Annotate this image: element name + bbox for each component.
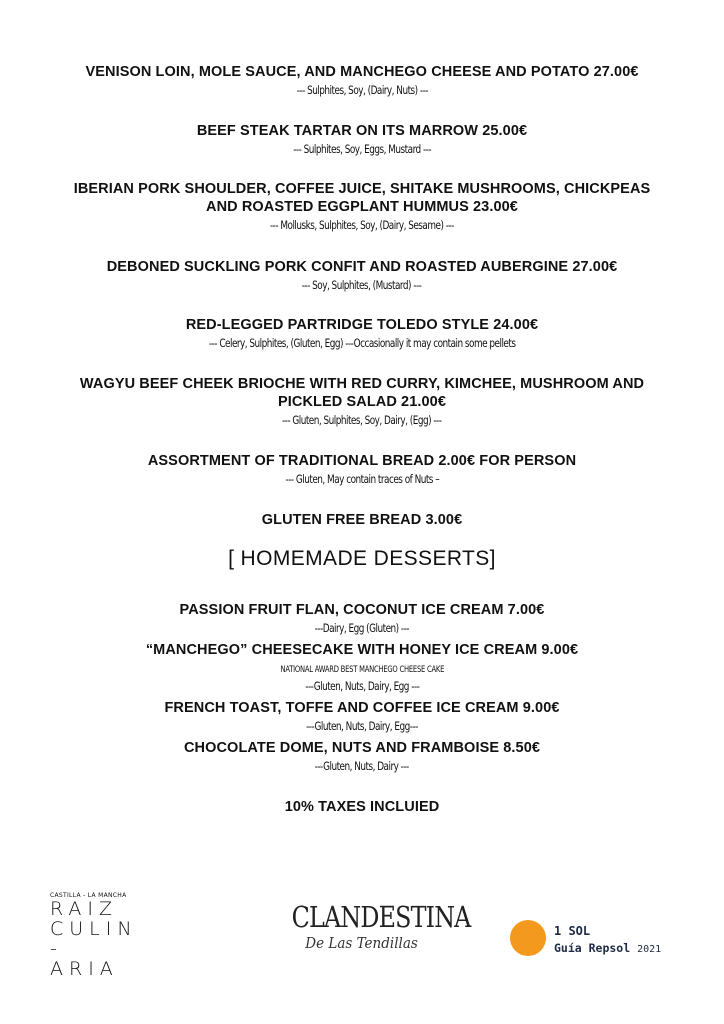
dish-partridge <box>30 316 694 352</box>
dish-venison <box>30 63 694 99</box>
dish-gluten-free-bread <box>30 511 694 529</box>
raiz-word-2: CULIN <box>50 918 138 940</box>
dish-steak-tartar <box>30 122 694 158</box>
dish-suckling-pork <box>30 258 694 294</box>
dish-allergens: --- Sulphites, Soy, Eggs, Mustard --- <box>293 142 431 156</box>
dish-allergens: --- Gluten, Sulphites, Soy, Dairy, (Egg) --- <box>282 413 442 427</box>
dessert-french-toast <box>30 699 694 735</box>
dish-allergens: --- Mollusks, Sulphites, Soy, (Dairy, Sesame) --- <box>270 218 454 232</box>
taxes-text: 10% TAXES INCLUIED <box>284 799 440 815</box>
dessert-allergens: ---Gluten, Nuts, Dairy --- <box>314 759 410 773</box>
repsol-guide-name: Guía Repsol <box>554 941 631 955</box>
repsol-year: 2021 <box>637 944 662 955</box>
repsol-sol-badge <box>510 918 680 962</box>
raiz-culinaria-logo <box>50 892 138 980</box>
dish-title: GLUTEN FREE BREAD 3.00€ <box>261 512 463 528</box>
dessert-allergens: ---Dairy, Egg (Gluten) --- <box>314 621 410 635</box>
dessert-cheesecake <box>30 641 694 695</box>
clandestina-logo <box>272 900 471 970</box>
dish-title-line2: PICKLED SALAD 21.00€ <box>278 394 446 410</box>
dish-allergens: --- Gluten, May contain traces of Nuts – <box>285 472 439 486</box>
dish-iberian-pork <box>30 180 694 234</box>
dessert-title: CHOCOLATE DOME, NUTS AND FRAMBOISE 8.50€ <box>183 740 541 756</box>
dish-title: DEBONED SUCKLING PORK CONFIT AND ROASTED AUBERGINE 27.00€ <box>106 259 618 275</box>
dish-allergens: --- Celery, Sulphites, (Gluten, Egg) ---Occasionally it may contain some pellets <box>208 336 516 350</box>
dish-title: RED-LEGGED PARTRIDGE TOLEDO STYLE 24.00€ <box>185 317 539 333</box>
dessert-title: FRENCH TOAST, TOFFE AND COFFEE ICE CREAM 9.00€ <box>164 700 560 716</box>
dessert-title: PASSION FRUIT FLAN, COCONUT ICE CREAM 7.00€ <box>179 602 545 618</box>
raiz-word-1: RAIZ <box>50 898 119 920</box>
desserts-heading <box>30 547 694 571</box>
dish-title: VENISON LOIN, MOLE SAUCE, AND MANCHEGO CHEESE AND POTATO 27.00€ <box>85 64 639 80</box>
dish-title-line1: WAGYU BEEF CHEEK BRIOCHE WITH RED CURRY, KIMCHEE, MUSHROOM AND <box>79 376 645 392</box>
dessert-passion-fruit <box>30 601 694 637</box>
repsol-guide-label <box>554 941 661 955</box>
taxes-note <box>30 798 694 816</box>
dish-title-line2: AND ROASTED EGGPLANT HUMMUS 23.00€ <box>206 199 518 215</box>
dish-wagyu <box>30 375 694 429</box>
section-heading: [ HOMEMADE DESSERTS] <box>228 547 496 570</box>
award-note: NATIONAL AWARD BEST MANCHEGO CHEESE CAKE <box>280 665 444 675</box>
dish-allergens: --- Sulphites, Soy, (Dairy, Nuts) --- <box>296 83 428 97</box>
raiz-word-3: -ARIA <box>50 938 119 980</box>
dish-title: ASSORTMENT OF TRADITIONAL BREAD 2.00€ FOR PERSON <box>147 453 577 469</box>
dessert-chocolate-dome <box>30 739 694 775</box>
raiz-region-label: CASTILLA - LA MANCHA <box>50 892 127 899</box>
dessert-allergens: ---Gluten, Nuts, Dairy, Egg --- <box>304 679 420 693</box>
repsol-sol-label: 1 SOL <box>554 924 591 938</box>
clandestina-subtitle: De Las Tendillas <box>305 934 419 952</box>
dish-bread <box>30 452 694 488</box>
dessert-allergens: ---Gluten, Nuts, Dairy, Egg--- <box>306 719 418 733</box>
dish-title-line1: IBERIAN PORK SHOULDER, COFFEE JUICE, SHITAKE MUSHROOMS, CHICKPEAS <box>73 181 651 197</box>
clandestina-name: CLANDESTINA <box>291 900 471 934</box>
dish-allergens: --- Soy, Sulphites, (Mustard) --- <box>302 278 422 292</box>
sun-icon <box>510 920 546 956</box>
dish-title: BEEF STEAK TARTAR ON ITS MARROW 25.00€ <box>196 123 528 139</box>
dessert-title: “MANCHEGO” CHEESECAKE WITH HONEY ICE CREAM 9.00€ <box>145 642 579 658</box>
